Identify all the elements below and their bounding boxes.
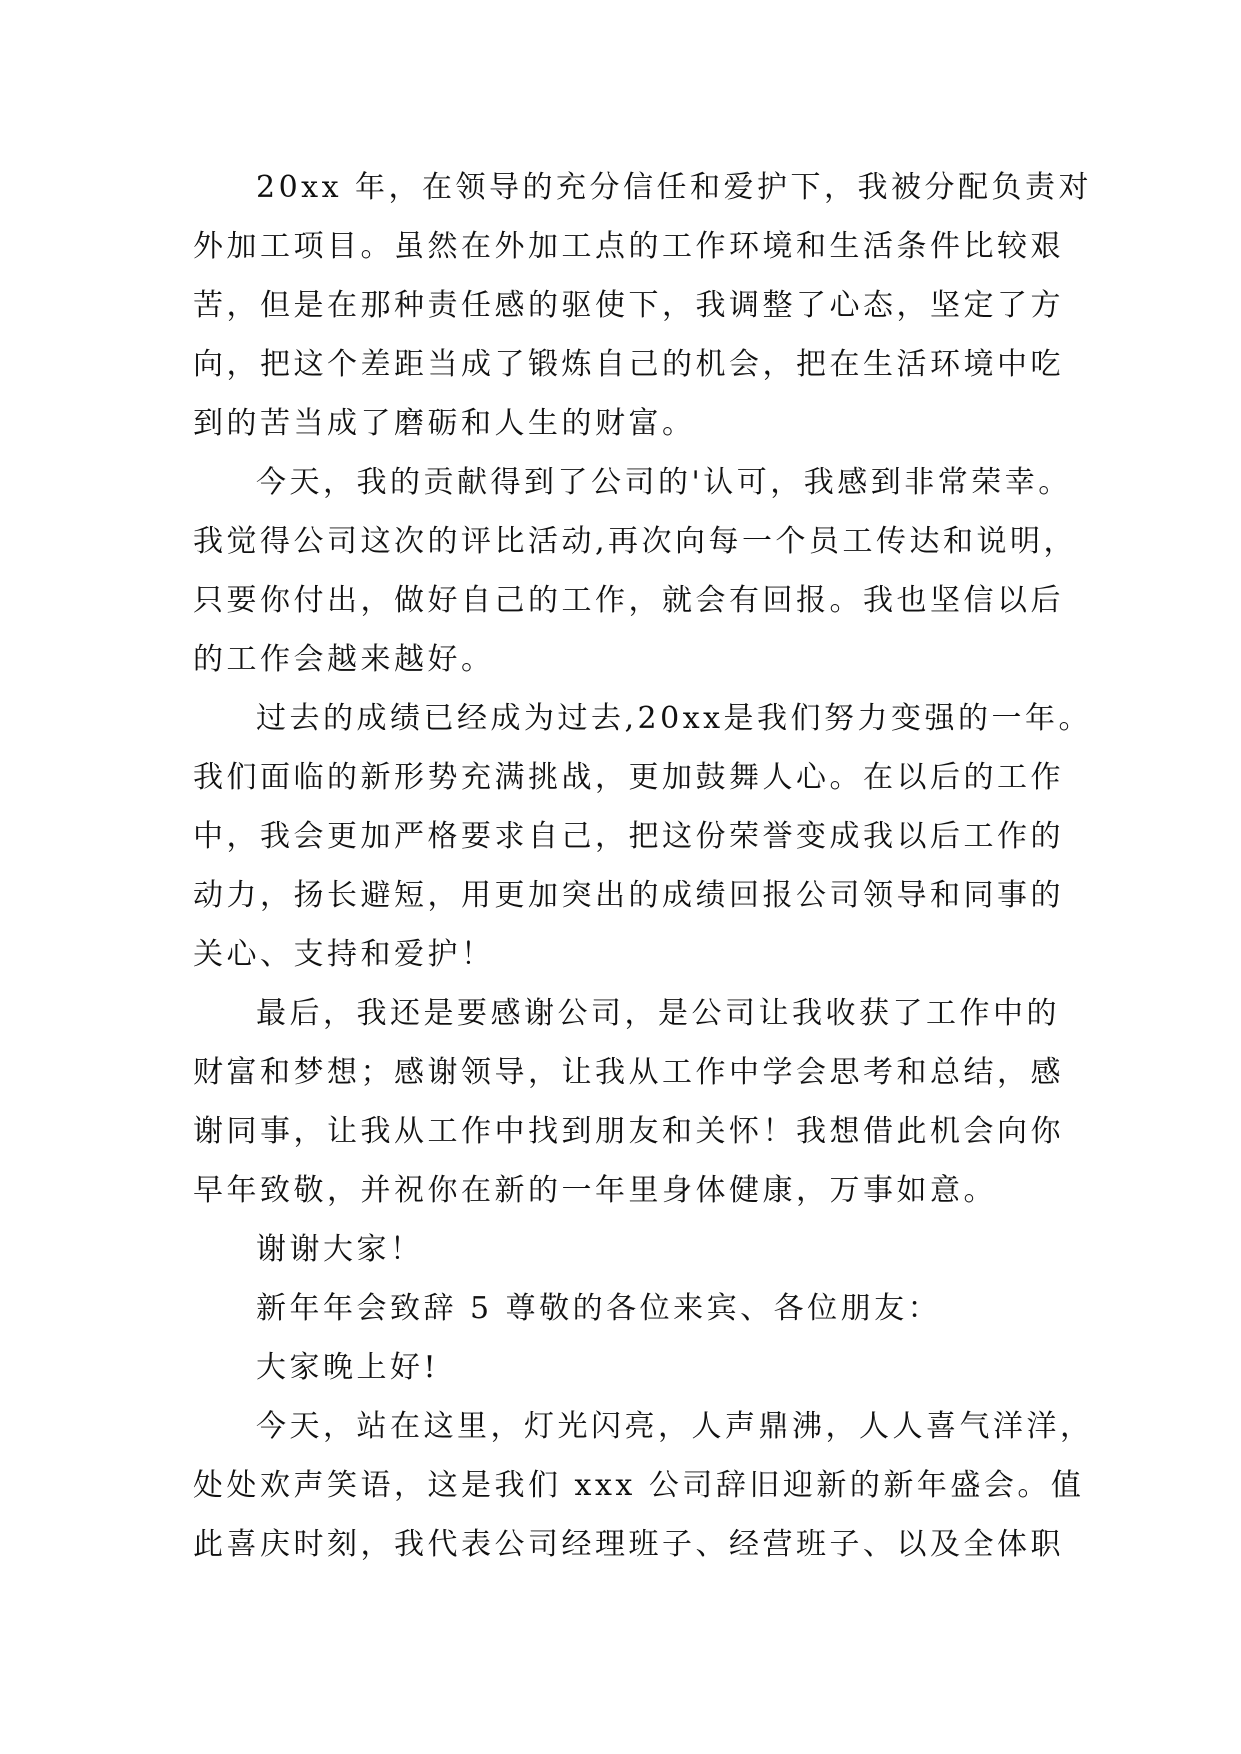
text-line: 苦，但是在那种责任感的驱使下，我调整了心态，坚定了方 xyxy=(193,288,1064,323)
text-line: 过去的成绩已经成为过去,20xx是我们努力变强的一年。 xyxy=(256,701,1093,736)
document-body xyxy=(193,158,1094,1574)
text-line: 向，把这个差距当成了锻炼自己的机会，把在生活环境中吃 xyxy=(193,347,1064,382)
text-line: 的工作会越来越好。 xyxy=(193,642,495,677)
text-line: 谢谢大家！ xyxy=(256,1232,424,1267)
text-line: 处处欢声笑语，这是我们 xxx 公司辞旧迎新的新年盛会。值 xyxy=(193,1468,1085,1503)
text-line: 动力，扬长避短，用更加突出的成绩回报公司领导和同事的 xyxy=(193,878,1064,913)
text-line: 20xx 年，在领导的充分信任和爱护下，我被分配负责对 xyxy=(256,170,1093,205)
text-line: 我们面临的新形势充满挑战，更加鼓舞人心。在以后的工作 xyxy=(193,760,1064,795)
text-line: 大家晚上好! xyxy=(256,1350,440,1385)
text-line: 财富和梦想；感谢领导，让我从工作中学会思考和总结，感 xyxy=(193,1055,1064,1090)
text-line: 我觉得公司这次的评比活动,再次向每一个员工传达和说明， xyxy=(193,524,1078,559)
text-line: 关心、支持和爱护！ xyxy=(193,937,495,972)
text-line: 外加工项目。虽然在外加工点的工作环境和生活条件比较艰 xyxy=(193,229,1064,264)
text-line: 此喜庆时刻，我代表公司经理班子、经营班子、以及全体职 xyxy=(193,1527,1064,1562)
text-line: 今天，我的贡献得到了公司的'认可，我感到非常荣幸。 xyxy=(256,465,1072,500)
text-line: 新年年会致辞 5 尊敬的各位来宾、各位朋友： xyxy=(256,1291,942,1326)
text-line: 到的苦当成了磨砺和人生的财富。 xyxy=(193,406,696,441)
text-line: 最后，我还是要感谢公司，是公司让我收获了工作中的 xyxy=(256,996,1060,1031)
text-line: 只要你付出，做好自己的工作，就会有回报。我也坚信以后 xyxy=(193,583,1064,618)
text-line: 今天，站在这里，灯光闪亮，人声鼎沸，人人喜气洋洋， xyxy=(256,1409,1094,1444)
text-line: 谢同事，让我从工作中找到朋友和关怀！我想借此机会向你 xyxy=(193,1114,1064,1149)
text-line: 中，我会更加严格要求自己，把这份荣誉变成我以后工作的 xyxy=(193,819,1064,854)
text-line: 早年致敬，并祝你在新的一年里身体健康，万事如意。 xyxy=(193,1173,997,1208)
